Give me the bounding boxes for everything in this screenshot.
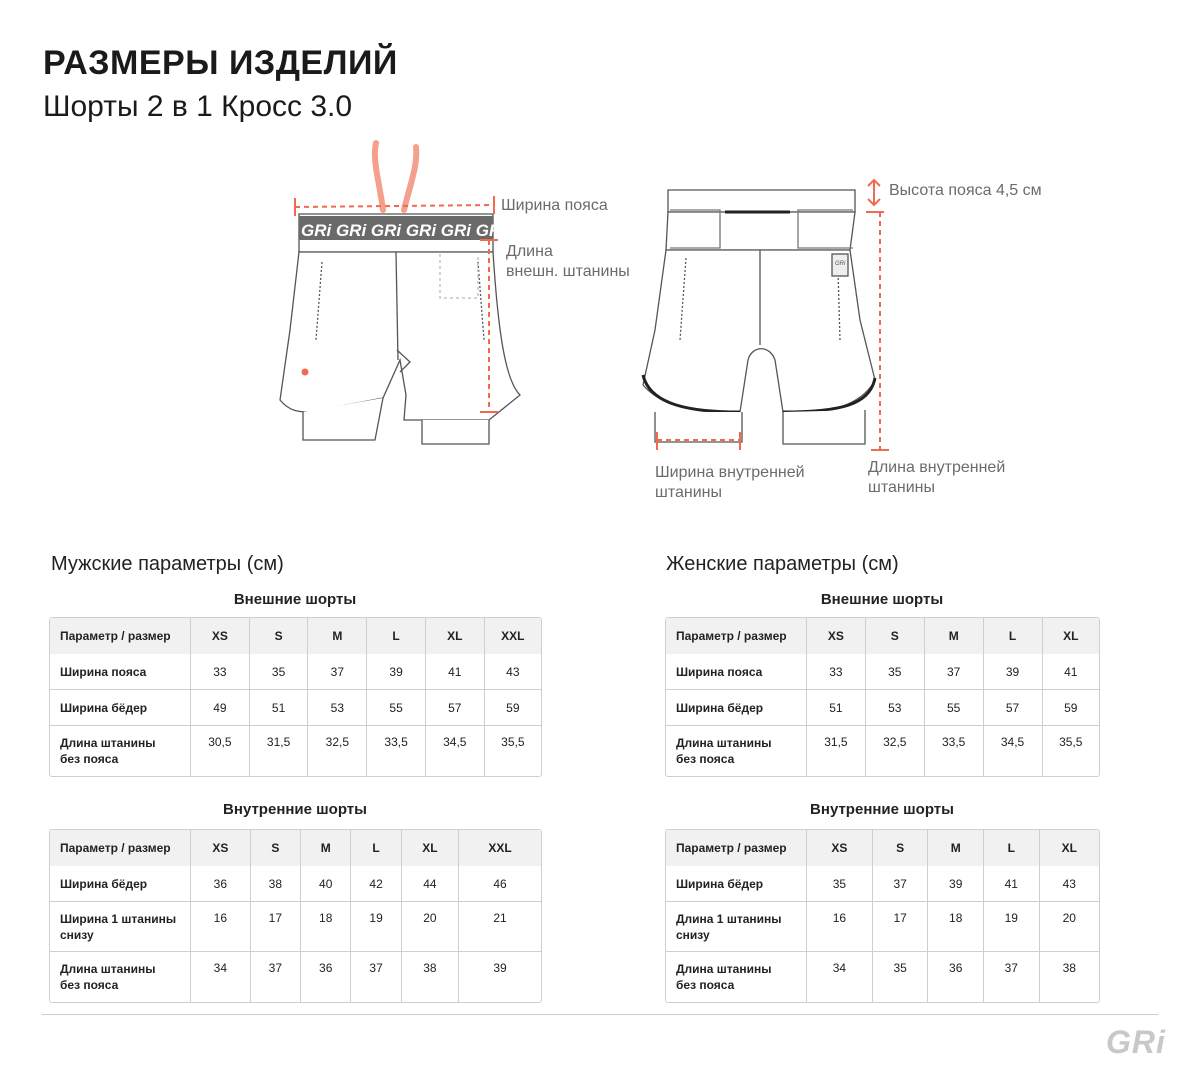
value-cell: 34,5 (426, 726, 485, 776)
value-cell: 33 (191, 654, 250, 690)
param-cell: Ширина бёдер (50, 690, 191, 726)
value-cell: 43 (1040, 866, 1099, 902)
value-cell: 59 (1043, 690, 1100, 726)
men-outer-caption: Внешние шорты (233, 591, 357, 608)
women-inner-table (665, 829, 1100, 1003)
value-cell: 39 (928, 866, 984, 902)
value-cell: 39 (367, 654, 426, 690)
param-cell (666, 952, 807, 1002)
table-header-row (50, 830, 541, 866)
header-cell: XS (807, 618, 866, 654)
value-cell: 37 (308, 654, 367, 690)
table-row (666, 690, 1099, 726)
table-header-row (666, 830, 1099, 866)
table-row (50, 952, 541, 1002)
value-cell: 57 (984, 690, 1043, 726)
param-line: Длина штанины (60, 736, 156, 750)
param-cell: Ширина бёдер (666, 690, 807, 726)
value-cell: 42 (351, 866, 401, 902)
value-cell: 16 (191, 902, 251, 952)
value-cell: 37 (984, 952, 1040, 1002)
table-row (666, 654, 1099, 690)
value-cell: 19 (984, 902, 1040, 952)
value-cell: 18 (928, 902, 984, 952)
size-diagram (0, 130, 1200, 530)
header-cell: L (984, 618, 1043, 654)
value-cell: 33 (807, 654, 866, 690)
outer-leg-length-label-line2: внешн. штанины (506, 263, 630, 280)
header-cell: L (984, 830, 1040, 866)
waistband-logo-text: GRi GRi GRi GRi GRi GRi (301, 221, 506, 240)
value-cell: 35 (866, 654, 925, 690)
women-outer-caption: Внешние шорты (820, 591, 944, 608)
inner-leg-width-label-line1: Ширина внутренней (655, 464, 805, 481)
header-cell: L (351, 830, 401, 866)
value-cell: 33,5 (925, 726, 984, 776)
param-line: Длина 1 штанины (676, 912, 782, 926)
value-cell: 55 (367, 690, 426, 726)
value-cell: 31,5 (807, 726, 866, 776)
header-cell: L (367, 618, 426, 654)
back-shorts-drawing (643, 190, 875, 444)
header-cell: XL (1043, 618, 1100, 654)
value-cell: 31,5 (250, 726, 309, 776)
param-cell (50, 902, 191, 952)
page-subtitle: Шорты 2 в 1 Кросс 3.0 (43, 90, 353, 123)
outer-leg-length-label-line1: Длина (506, 243, 553, 260)
women-section-title: Женские параметры (см) (666, 553, 899, 575)
value-cell: 21 (459, 902, 541, 952)
value-cell: 35,5 (1059, 735, 1083, 749)
param-line: Длина штанины (676, 962, 772, 976)
header-cell: Параметр / размер (666, 618, 807, 654)
header-cell: XS (191, 618, 250, 654)
header-cell: M (308, 618, 367, 654)
value-cell: 16 (807, 902, 873, 952)
header-cell: M (925, 618, 984, 654)
param-line: Ширина 1 штанины (60, 912, 177, 926)
header-cell: S (250, 618, 309, 654)
waistband-height-label: Высота пояса 4,5 см (889, 182, 1042, 199)
men-inner-table (49, 829, 542, 1003)
value-cell: 34 (191, 952, 251, 1002)
param-cell: Ширина пояса (666, 654, 807, 690)
value-cell: 43 (485, 654, 541, 690)
value-cell: 49 (191, 690, 250, 726)
value-cell: 32,5 (308, 726, 367, 776)
table-row (666, 902, 1099, 952)
param-line: снизу (60, 928, 94, 942)
value-cell: 36 (301, 952, 351, 1002)
param-line: Длина штанины (676, 736, 772, 750)
table-header-row (666, 618, 1099, 654)
value-cell: 41 (426, 654, 485, 690)
value-cell: 35 (807, 866, 873, 902)
value-cell: 38 (251, 866, 301, 902)
value-cell: 57 (426, 690, 485, 726)
param-line: без пояса (676, 752, 735, 766)
inner-leg-width-label-line2: штанины (655, 484, 722, 501)
header-cell: Параметр / размер (50, 830, 191, 866)
table-row (666, 726, 1099, 776)
header-cell: XL (1040, 830, 1099, 866)
women-outer-table (665, 617, 1100, 777)
header-cell: M (301, 830, 351, 866)
value-cell: 55 (925, 690, 984, 726)
value-cell: 17 (251, 902, 301, 952)
outer-leg-length-label (506, 242, 630, 282)
value-cell: 51 (250, 690, 309, 726)
value-cell: 17 (873, 902, 929, 952)
value-cell: 35 (873, 952, 929, 1002)
value-cell: 33,5 (367, 726, 426, 776)
value-cell: 44 (402, 866, 459, 902)
value-cell: 40 (301, 866, 351, 902)
header-cell: S (873, 830, 929, 866)
header-cell: XS (191, 830, 251, 866)
value-cell: 41 (1043, 654, 1100, 690)
value-cell: 41 (984, 866, 1040, 902)
table-header-row (50, 618, 541, 654)
param-cell (666, 726, 807, 776)
param-line: без пояса (60, 752, 119, 766)
param-cell: Ширина бёдер (666, 866, 807, 902)
value-cell: 34 (807, 952, 873, 1002)
men-outer-table (49, 617, 542, 777)
value-cell: 20 (1040, 902, 1099, 952)
param-cell: Ширина пояса (50, 654, 191, 690)
value-cell: 37 (351, 952, 401, 1002)
value-cell: 19 (351, 902, 401, 952)
footer-divider (42, 1014, 1158, 1015)
waist-width-label: Ширина пояса (501, 197, 608, 214)
header-cell: XS (807, 830, 873, 866)
value-cell: 38 (402, 952, 459, 1002)
value-cell: 36 (928, 952, 984, 1002)
value-cell: 20 (402, 902, 459, 952)
value-cell: 51 (807, 690, 866, 726)
inner-leg-length-label-line2: штанины (868, 479, 935, 496)
param-line: без пояса (676, 978, 735, 992)
table-row (50, 654, 541, 690)
men-inner-caption: Внутренние шорты (223, 801, 367, 818)
header-cell: XL (402, 830, 459, 866)
value-cell: 35,5 (501, 735, 525, 749)
value-cell: 53 (308, 690, 367, 726)
front-shorts-drawing (280, 143, 520, 444)
table-row (50, 902, 541, 952)
value-cell: 18 (301, 902, 351, 952)
value-cell: 37 (251, 952, 301, 1002)
value-cell: 53 (866, 690, 925, 726)
param-cell: Ширина бёдер (50, 866, 191, 902)
men-section-title: Мужские параметры (см) (51, 553, 284, 575)
table-row (50, 866, 541, 902)
value-cell: 39 (984, 654, 1043, 690)
table-row (666, 866, 1099, 902)
women-inner-caption: Внутренние шорты (810, 801, 954, 818)
param-line: снизу (676, 928, 710, 942)
header-cell: Параметр / размер (50, 618, 191, 654)
inner-leg-length-label-line1: Длина внутренней (868, 459, 1006, 476)
inner-leg-length-label (868, 458, 1005, 498)
param-cell (50, 952, 191, 1002)
value-cell: 35 (250, 654, 309, 690)
header-cell: XXL (485, 618, 541, 654)
value-cell: 32,5 (866, 726, 925, 776)
table-row (666, 952, 1099, 1002)
table-row (50, 726, 541, 776)
header-cell: S (251, 830, 301, 866)
value-cell: 37 (873, 866, 929, 902)
param-line: без пояса (60, 978, 119, 992)
value-cell: 39 (493, 961, 507, 975)
value-cell: 37 (925, 654, 984, 690)
value-cell: 38 (1062, 961, 1076, 975)
header-cell: Параметр / размер (666, 830, 807, 866)
table-row (50, 690, 541, 726)
page-title: РАЗМЕРЫ ИЗДЕЛИЙ (43, 44, 398, 82)
value-cell: 46 (459, 866, 541, 902)
value-cell: 30,5 (191, 726, 250, 776)
param-cell (666, 902, 807, 952)
header-cell: M (928, 830, 984, 866)
value-cell: 59 (485, 690, 541, 726)
header-cell: XXL (459, 830, 541, 866)
tag-logo-text: GRi (835, 261, 846, 267)
inner-leg-width-label (655, 463, 805, 503)
param-line: Длина штанины (60, 962, 156, 976)
value-cell: 36 (191, 866, 251, 902)
value-cell: 34,5 (984, 726, 1043, 776)
param-cell (50, 726, 191, 776)
header-cell: S (866, 618, 925, 654)
header-cell: XL (426, 618, 485, 654)
brand-logo: GRi (1106, 1024, 1166, 1060)
